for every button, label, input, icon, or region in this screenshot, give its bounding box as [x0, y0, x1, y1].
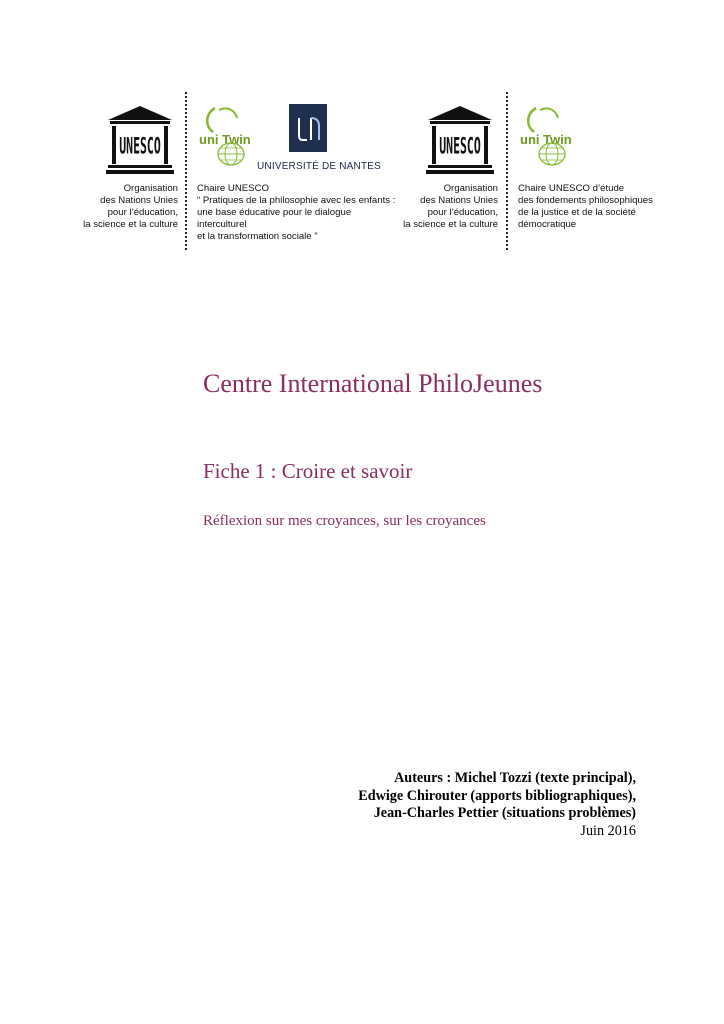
chair-caption-left: Chaire UNESCO “ Pratiques de la philosophie avec les enfants : une base éducative pour le dialogue interculturel et la transformation sociale ”: [197, 183, 396, 242]
document-title: Centre International PhiloJeunes: [203, 369, 543, 398]
svg-text:UNESCO: UNESCO: [439, 134, 481, 160]
document-description: Réflexion sur mes croyances, sur les croyances: [203, 513, 486, 529]
authors-block: [358, 770, 636, 840]
svg-text:uni Twin: uni Twin: [199, 132, 251, 147]
author-line: Auteurs : Michel Tozzi (texte principal),: [394, 770, 636, 786]
unesco-org-caption-left: Organisation des Nations Unies pour l’éducation, la science et la culture: [83, 183, 178, 230]
svg-text:UNESCO: UNESCO: [119, 134, 161, 160]
unitwin-logo-right: [518, 104, 576, 168]
separator-left: [185, 92, 187, 250]
unitwin-logo-left: [197, 104, 255, 168]
unesco-logo-right: [424, 104, 496, 176]
publication-date: Juin 2016: [580, 822, 636, 839]
author-line: Jean-Charles Pettier (situations problèmes): [373, 805, 636, 821]
unesco-logo-left: [104, 104, 176, 176]
chair-caption-right: Chaire UNESCO d’étude des fondements philosophiques de la justice et de la société démocratique: [518, 183, 653, 230]
separator-right: [506, 92, 508, 250]
svg-text:uni Twin: uni Twin: [520, 132, 572, 147]
unesco-org-caption-right: Organisation des Nations Unies pour l’éducation, la science et la culture: [403, 183, 498, 230]
universite-nantes-label: UNIVERSITÉ DE NANTES: [257, 161, 382, 172]
universite-nantes-logo: [289, 104, 327, 152]
author-line: Edwige Chirouter (apports bibliographiques),: [358, 787, 636, 804]
document-subtitle: Fiche 1 : Croire et savoir: [203, 459, 413, 483]
